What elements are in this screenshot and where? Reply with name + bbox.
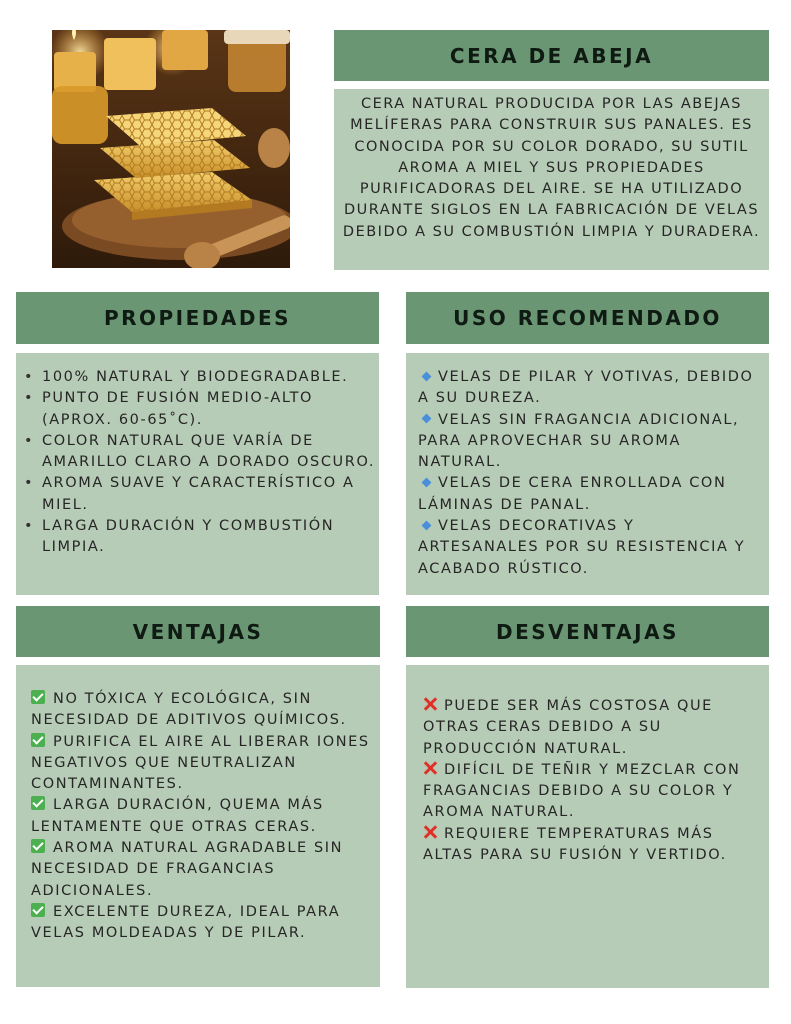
list-item: PURIFICA EL AIRE AL LIBERAR IONES NEGATIVOS QUE NEUTRALIZAN CONTAMINANTES.: [31, 733, 370, 793]
cross-mark-icon: [423, 761, 437, 775]
blue-diamond-icon: [422, 414, 432, 424]
advantages-title: VENTAJAS: [132, 619, 264, 644]
list-item: LARGA DURACIÓN, QUEMA MÁS LENTAMENTE QUE OTRAS CERAS.: [31, 797, 324, 835]
list-item: EXCELENTE DUREZA, IDEAL PARA VELAS MOLDEADAS Y DE PILAR.: [31, 903, 341, 942]
cross-mark-icon: [423, 697, 437, 711]
advantages-panel: [16, 665, 380, 987]
blue-diamond-icon: [422, 478, 432, 488]
usage-panel: [406, 353, 769, 595]
main-title: [334, 30, 769, 81]
list-item: • COLOR NATURAL QUE VARÍA DE AMARILLO CLARO A DORADO OSCURO.: [16, 431, 379, 474]
beeswax-photo: [52, 30, 290, 268]
list-item: VELAS DE PILAR Y VOTIVAS, DEBIDO A SU DUREZA.: [418, 369, 754, 407]
list-item: VELAS SIN FRAGANCIA ADICIONAL, PARA APROVECHAR SU AROMA NATURAL.: [418, 411, 740, 471]
check-mark-icon: [31, 903, 45, 917]
list-item: • 100% NATURAL Y BIODEGRADABLE.: [16, 367, 379, 388]
list-item: VELAS DE CERA ENROLLADA CON LÁMINAS DE PANAL.: [418, 475, 727, 513]
list-item: • LARGA DURACIÓN Y COMBUSTIÓN LIMPIA.: [16, 516, 379, 559]
usage-header: [406, 292, 769, 344]
list-item: REQUIERE TEMPERATURAS MÁS ALTAS PARA SU FUSIÓN Y VERTIDO.: [423, 825, 727, 864]
description-text: CERA NATURAL PRODUCIDA POR LAS ABEJAS MELÍFERAS PARA CONSTRUIR SUS PANALES. ES CONOCIDA POR SU COLOR DORADO, SU SUTIL AROMA A MIEL Y SUS PROPIEDADES PURIFICADORAS DEL AIRE. SE HA UTILIZADO DURANTE SIGLOS EN LA FABRICACIÓN DE VELAS DEBIDO A SU COMBUSTIÓN LIMPIA Y DURADERA.: [342, 96, 761, 240]
disadvantages-header: [406, 606, 769, 657]
properties-list: [16, 367, 379, 559]
properties-panel: [16, 353, 379, 595]
usage-title: USO RECOMENDADO: [453, 306, 722, 330]
properties-title: PROPIEDADES: [103, 306, 292, 330]
list-item: • AROMA SUAVE Y CARACTERÍSTICO A MIEL.: [16, 473, 379, 516]
main-title-text: CERA DE ABEJA: [449, 43, 654, 68]
disadvantages-title: DESVENTAJAS: [496, 619, 679, 644]
properties-header: [16, 292, 379, 344]
list-item: • PUNTO DE FUSIÓN MEDIO-ALTO (APROX. 60-65˚C).: [16, 388, 379, 431]
list-item: PUEDE SER MÁS COSTOSA QUE OTRAS CERAS DEBIDO A SU PRODUCCIÓN NATURAL.: [423, 698, 713, 757]
cross-mark-icon: [423, 825, 437, 839]
honeycomb-illustration: [52, 30, 290, 268]
list-item: NO TÓXICA Y ECOLÓGICA, SIN NECESIDAD DE ADITIVOS QUÍMICOS.: [31, 691, 347, 729]
list-item: AROMA NATURAL AGRADABLE SIN NECESIDAD DE FRAGANCIAS ADICIONALES.: [31, 840, 344, 899]
check-mark-icon: [31, 839, 45, 853]
list-item: DIFÍCIL DE TEÑIR Y MEZCLAR CON FRAGANCIAS DEBIDO A SU COLOR Y AROMA NATURAL.: [423, 761, 741, 821]
check-mark-icon: [31, 690, 45, 704]
check-mark-icon: [31, 733, 45, 747]
blue-diamond-icon: [422, 520, 432, 530]
check-mark-icon: [31, 796, 45, 810]
blue-diamond-icon: [422, 371, 432, 381]
description-panel: [334, 89, 769, 270]
advantages-header: [16, 606, 380, 657]
disadvantages-panel: [406, 665, 769, 988]
list-item: VELAS DECORATIVAS Y ARTESANALES POR SU RESISTENCIA Y ACABADO RÚSTICO.: [418, 518, 746, 577]
